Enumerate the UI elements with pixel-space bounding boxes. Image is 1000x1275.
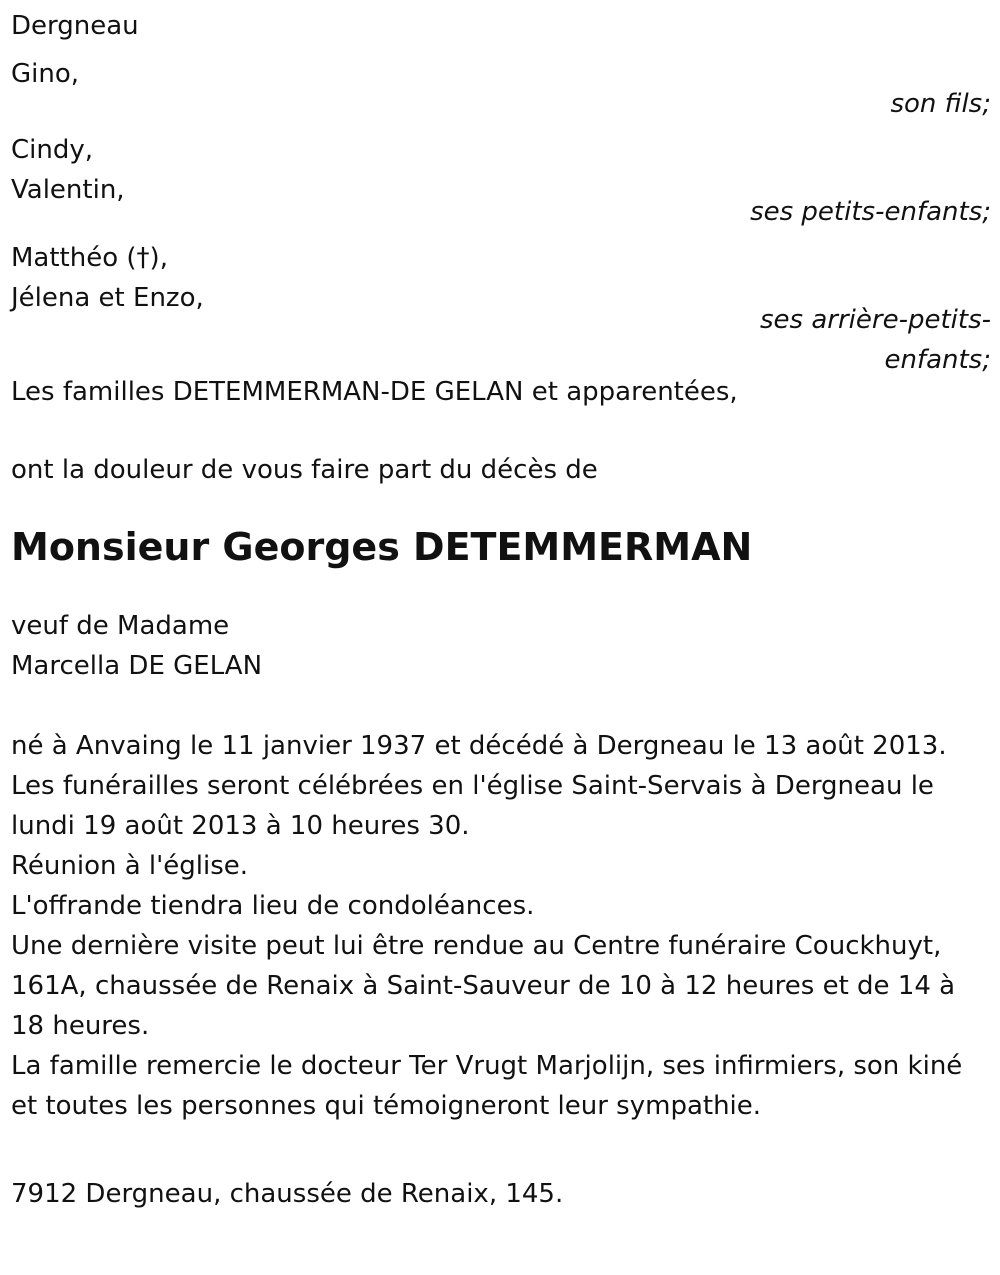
- birth-death-line: né à Anvaing le 11 janvier 1937 et décédé à Dergneau le 13 août 2013.: [11, 731, 947, 761]
- address-line: 7912 Dergneau, chaussée de Renaix, 145.: [11, 1179, 564, 1209]
- spouse-line2: Marcella DE GELAN: [11, 651, 263, 681]
- cross-icon: †: [136, 243, 150, 273]
- spouse-line1: veuf de Madame: [11, 611, 230, 641]
- son-block: [11, 54, 991, 124]
- offering-line: L'offrande tiendra lieu de condoléances.: [11, 891, 535, 921]
- son-role: son fils;: [890, 89, 991, 119]
- great-grandchildren-block: [11, 238, 991, 380]
- announcement-line: ont la douleur de vous faire part du décès de: [11, 455, 598, 485]
- great-grandchildren-role: ses arrière-petits-: [760, 305, 991, 335]
- great-grandchild-name-line: [11, 238, 991, 278]
- grandchildren-block: [11, 130, 991, 232]
- families-line: Les familles DETEMMERMAN-DE GELAN et apparentées,: [11, 377, 738, 407]
- great-grandchildren-role-cont: enfants;: [884, 345, 991, 375]
- great-grandchild-name: Matthéo (: [11, 243, 137, 273]
- reunion-line: Réunion à l'église.: [11, 851, 249, 881]
- son-name: Gino,: [11, 59, 80, 89]
- spouse-block: [11, 606, 991, 686]
- visit-paragraph: Une dernière visite peut lui être rendue au Centre funéraire Couckhuyt, 161A, chaussée de Renaix à Saint-Sauveur de 10 à 12 heures et de 14 à 18 heures.: [11, 931, 956, 1041]
- great-grandchildren-names: Jélena et Enzo,: [11, 283, 204, 313]
- deceased-name: Monsieur Georges DETEMMERMAN: [11, 525, 753, 569]
- place-line: Dergneau: [11, 11, 139, 41]
- grandchildren-role: ses petits-enfants;: [750, 197, 991, 227]
- grandchild-name: Valentin,: [11, 175, 125, 205]
- great-grandchild-name-suffix: ),: [149, 243, 168, 273]
- thanks-paragraph: La famille remercie le docteur Ter Vrugt Marjolijn, ses infirmiers, son kiné et toutes les personnes qui témoigneront leur sympathie.: [11, 1051, 963, 1121]
- obituary-document: [11, 6, 991, 1214]
- funeral-paragraph: Les funérailles seront célébrées en l'église Saint-Servais à Dergneau le lundi 19 août 2013 à 10 heures 30.: [11, 771, 934, 841]
- grandchild-name: Cindy,: [11, 135, 94, 165]
